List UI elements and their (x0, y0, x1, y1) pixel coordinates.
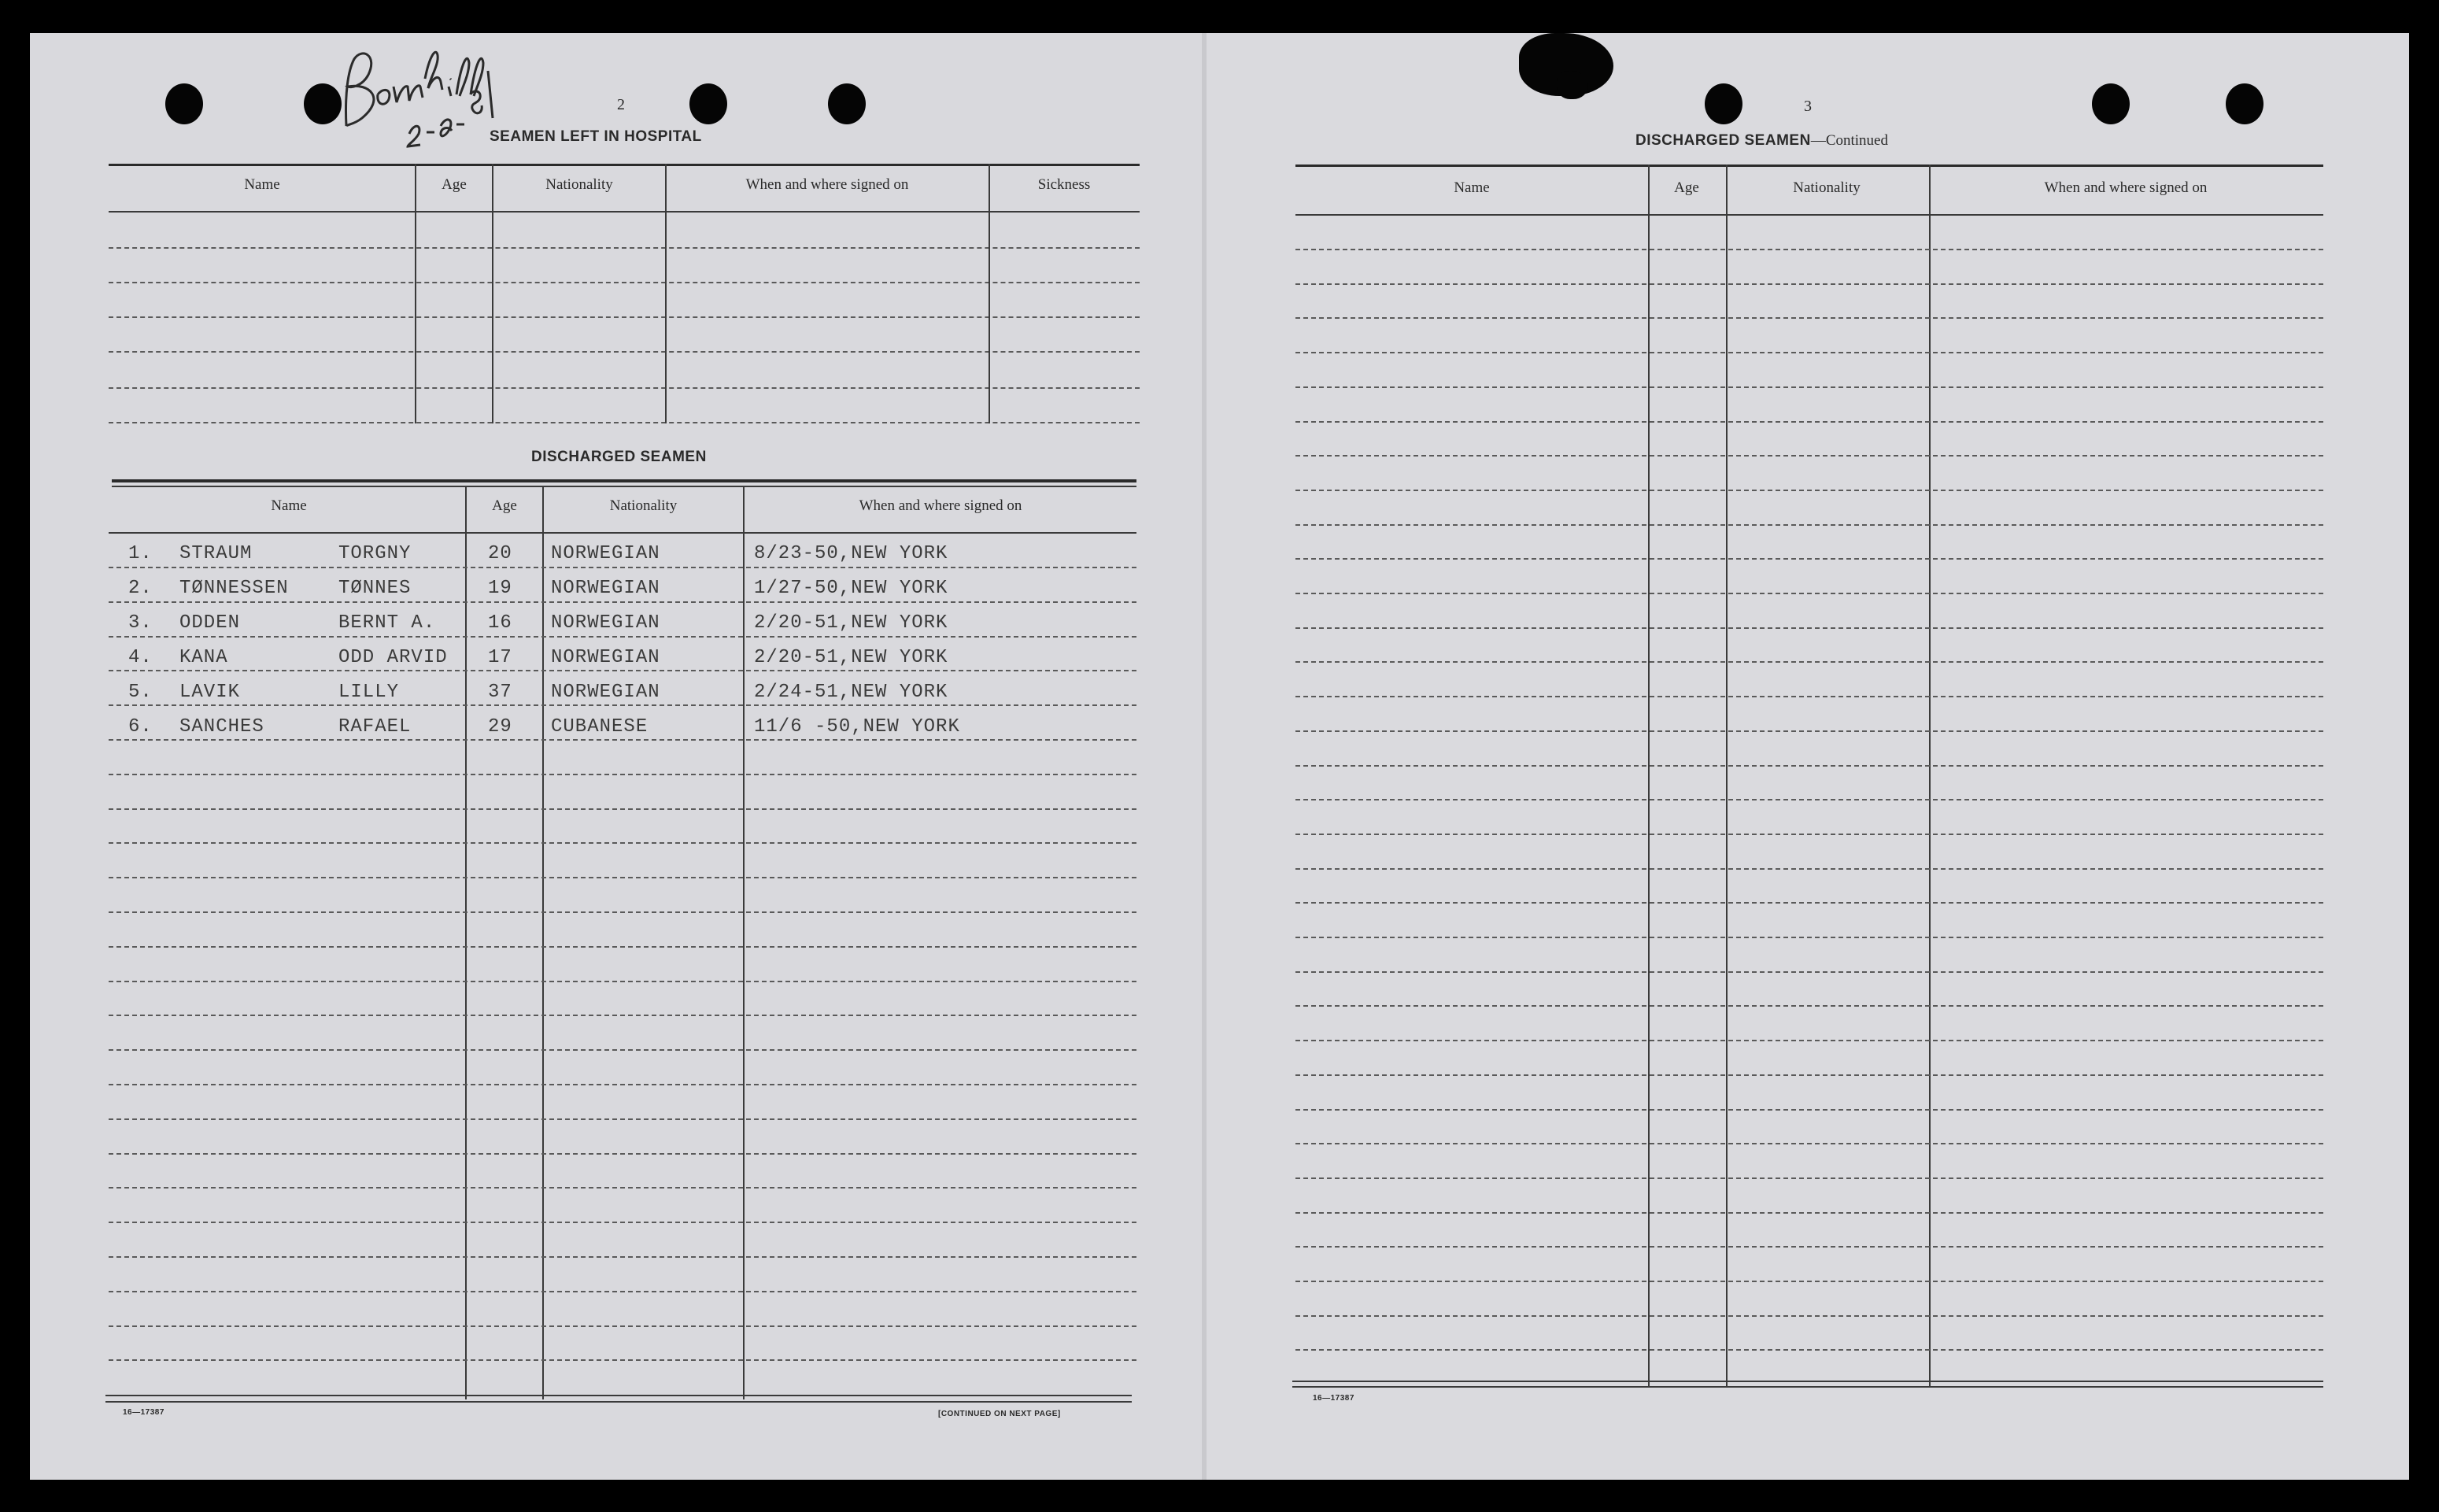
punch-hole (2092, 83, 2130, 124)
signed-on: 2/20-51,NEW YORK (754, 647, 948, 668)
given-name: ODD ARVID (338, 647, 448, 668)
row-rule (1295, 661, 2323, 663)
paper-tear (1557, 71, 1588, 99)
col-header-age: Age (1674, 179, 1699, 196)
page-gutter (1202, 33, 1207, 1480)
row-rule (1295, 627, 2323, 629)
col-rule (542, 486, 544, 1399)
table-rule (105, 1401, 1132, 1403)
col-rule (1726, 165, 1728, 1386)
col-header-signed-on: When and where signed on (2044, 179, 2208, 196)
signed-on: 2/20-51,NEW YORK (754, 612, 948, 634)
row-rule (1295, 696, 2323, 697)
continued-note: [CONTINUED ON NEXT PAGE] (938, 1410, 1061, 1418)
row-number: 4. (128, 647, 153, 668)
punch-hole (1705, 83, 1742, 124)
row-rule (109, 911, 1136, 913)
surname: STRAUM (179, 543, 253, 564)
row-rule (1295, 455, 2323, 457)
row-rule (1295, 593, 2323, 594)
col-header-sickness: Sickness (1037, 176, 1091, 193)
row-rule (109, 1187, 1136, 1189)
col-rule (1929, 165, 1931, 1386)
given-name: LILLY (338, 682, 400, 703)
col-rule (465, 486, 467, 1399)
surname: ODDEN (179, 612, 241, 634)
row-rule (1295, 868, 2323, 870)
age: 29 (488, 716, 512, 738)
row-rule (1295, 352, 2323, 353)
col-rule (492, 164, 493, 423)
page-number: 3 (1804, 98, 1812, 115)
age: 37 (488, 682, 512, 703)
row-rule (109, 1015, 1136, 1016)
row-rule (1295, 1005, 2323, 1007)
row-rule (1295, 558, 2323, 560)
discharged-continued-title (1635, 132, 1888, 150)
row-rule (1295, 1040, 2323, 1041)
col-rule (989, 164, 990, 423)
row-rule (109, 877, 1136, 878)
nationality: NORWEGIAN (551, 578, 660, 599)
row-rule (1295, 765, 2323, 767)
row-rule (1295, 1315, 2323, 1317)
table-rule (112, 486, 1136, 487)
row-rule (109, 1153, 1136, 1155)
row-rule (109, 422, 1140, 423)
signed-on: 2/24-51,NEW YORK (754, 682, 948, 703)
age: 20 (488, 543, 512, 564)
row-rule (1295, 317, 2323, 319)
row-rule (1295, 1349, 2323, 1351)
row-number: 1. (128, 543, 153, 564)
table-rule (105, 1395, 1132, 1396)
age: 16 (488, 612, 512, 634)
table-rule (1295, 214, 2323, 216)
row-rule (1295, 283, 2323, 285)
row-rule (1295, 524, 2323, 526)
col-rule (415, 164, 416, 423)
row-rule (1295, 1281, 2323, 1282)
col-rule (1648, 165, 1650, 1386)
row-rule (1295, 937, 2323, 938)
signed-on: 11/6 -50,NEW YORK (754, 716, 960, 738)
row-rule (1295, 1074, 2323, 1076)
row-rule (1295, 971, 2323, 973)
row-rule (1295, 490, 2323, 491)
nationality: NORWEGIAN (551, 647, 660, 668)
row-rule (1295, 1143, 2323, 1144)
row-rule (109, 1359, 1136, 1361)
age: 19 (488, 578, 512, 599)
row-rule (1295, 1246, 2323, 1248)
row-rule (109, 670, 1136, 671)
row-rule (109, 1049, 1136, 1051)
row-rule (1295, 1212, 2323, 1214)
col-header-nationality: Nationality (545, 176, 613, 193)
row-rule (109, 351, 1140, 353)
table-rule (109, 532, 1136, 534)
form-number: 16—17387 (1313, 1394, 1354, 1403)
row-rule (109, 247, 1140, 249)
table-rule (1295, 165, 2323, 167)
row-rule (109, 946, 1136, 948)
row-number: 6. (128, 716, 153, 738)
row-rule (109, 704, 1136, 706)
col-header-nationality: Nationality (609, 497, 678, 514)
punch-hole (689, 83, 727, 124)
row-rule (1295, 834, 2323, 835)
punch-hole (828, 83, 866, 124)
row-rule (1295, 249, 2323, 250)
row-rule (109, 1118, 1136, 1120)
punch-hole (165, 83, 203, 124)
row-rule (109, 842, 1136, 844)
row-rule (109, 1291, 1136, 1292)
table-rule (112, 479, 1136, 482)
col-header-signed-on: When and where signed on (745, 176, 909, 193)
col-header-age: Age (442, 176, 467, 193)
row-rule (109, 774, 1136, 775)
surname: SANCHES (179, 716, 264, 738)
nationality: NORWEGIAN (551, 612, 660, 634)
col-header-name: Name (1454, 179, 1490, 196)
signed-on: 1/27-50,NEW YORK (754, 578, 948, 599)
title-suffix: —Continued (1810, 132, 1888, 149)
col-header-name: Name (271, 497, 307, 514)
row-rule (1295, 730, 2323, 732)
row-rule (1295, 386, 2323, 388)
surname: KANA (179, 647, 228, 668)
nationality: NORWEGIAN (551, 682, 660, 703)
handwritten-signature (331, 39, 512, 157)
page-number: 2 (617, 96, 625, 113)
row-rule (109, 282, 1140, 283)
row-rule (109, 1222, 1136, 1223)
hospital-section-title: SEAMEN LEFT IN HOSPITAL (490, 128, 702, 145)
row-rule (109, 601, 1136, 603)
col-header-age: Age (492, 497, 517, 514)
row-rule (1295, 1177, 2323, 1179)
row-rule (109, 1325, 1136, 1327)
col-rule (665, 164, 667, 423)
row-rule (109, 636, 1136, 638)
row-rule (1295, 902, 2323, 904)
signed-on: 8/23-50,NEW YORK (754, 543, 948, 564)
surname: LAVIK (179, 682, 241, 703)
given-name: TØNNES (338, 578, 412, 599)
row-rule (109, 1084, 1136, 1085)
title-main: DISCHARGED SEAMEN (1635, 132, 1811, 149)
row-rule (109, 567, 1136, 568)
row-rule (109, 739, 1136, 741)
row-number: 5. (128, 682, 153, 703)
row-rule (109, 981, 1136, 982)
row-rule (1295, 421, 2323, 423)
given-name: RAFAEL (338, 716, 412, 738)
discharged-section-title: DISCHARGED SEAMEN (531, 449, 707, 465)
col-header-name: Name (244, 176, 280, 193)
row-rule (109, 1256, 1136, 1258)
row-rule (109, 316, 1140, 318)
row-rule (109, 387, 1140, 389)
age: 17 (488, 647, 512, 668)
row-rule (109, 808, 1136, 810)
col-rule (743, 486, 745, 1399)
form-number: 16—17387 (123, 1408, 164, 1417)
row-rule (1295, 799, 2323, 800)
given-name: BERNT A. (338, 612, 436, 634)
row-number: 3. (128, 612, 153, 634)
table-rule (109, 211, 1140, 213)
punch-hole (2226, 83, 2263, 124)
given-name: TORGNY (338, 543, 412, 564)
nationality: CUBANESE (551, 716, 649, 738)
nationality: NORWEGIAN (551, 543, 660, 564)
surname: TØNNESSEN (179, 578, 289, 599)
col-header-signed-on: When and where signed on (859, 497, 1022, 514)
table-rule (109, 164, 1140, 166)
left-page (30, 33, 1203, 1480)
table-rule (1292, 1386, 2323, 1388)
row-number: 2. (128, 578, 153, 599)
table-rule (1292, 1381, 2323, 1382)
col-header-nationality: Nationality (1793, 179, 1861, 196)
row-rule (1295, 1109, 2323, 1111)
